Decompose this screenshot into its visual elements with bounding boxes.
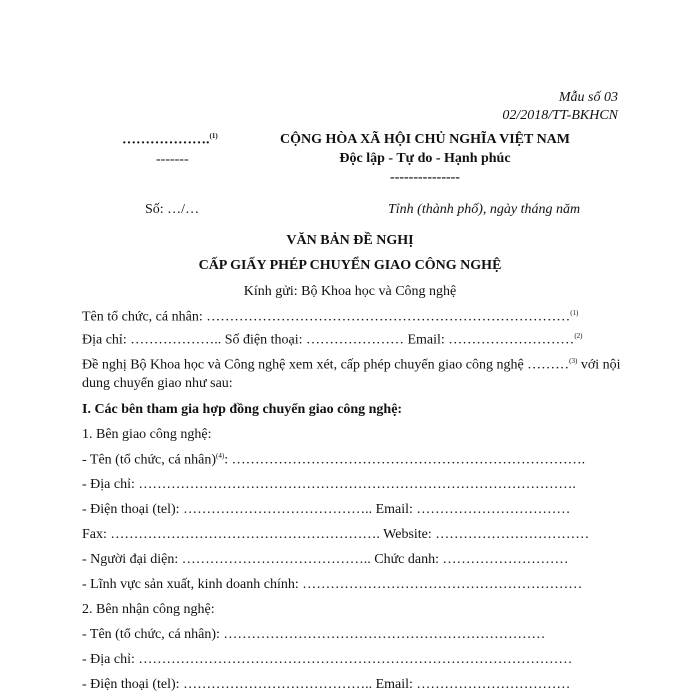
organization-footnote: (1) bbox=[209, 132, 218, 140]
applicant-name-text: Tên tổ chức, cá nhân: …………………………………………………………………… bbox=[82, 309, 571, 325]
transferor-name-label: - Tên (tổ chức, cá nhân) bbox=[82, 452, 217, 468]
request-text-tail: với nội bbox=[577, 357, 621, 373]
form-number: Mẫu số 03 bbox=[558, 90, 618, 105]
organization-line bbox=[122, 132, 218, 149]
request-text: Đề nghị Bộ Khoa học và Công nghệ xem xét, cấp phép chuyển giao công nghệ ……… bbox=[82, 357, 570, 373]
request-footnote: (3) bbox=[569, 357, 578, 365]
title-line-2: CẤP GIẤY PHÉP CHUYỂN GIAO CÔNG NGHỆ bbox=[198, 258, 502, 273]
transferor-heading: 1. Bên giao công nghệ: bbox=[82, 427, 212, 442]
section-1-heading: I. Các bên tham gia hợp đồng chuyển giao công nghệ: bbox=[82, 402, 403, 417]
transferee-heading: 2. Bên nhận công nghệ: bbox=[82, 602, 215, 617]
title-line-1: VĂN BẢN ĐỀ NGHỊ bbox=[286, 233, 414, 248]
transferor-name-dots: : …………………………………………………………………. bbox=[224, 452, 586, 468]
applicant-name-footnote: (1) bbox=[570, 309, 579, 317]
transferor-name-footnote: (4) bbox=[216, 452, 225, 460]
organization-dots: ………………. bbox=[122, 132, 210, 148]
transferor-representative: - Người đại diện: ………………………………….. Chức danh: ……………………… bbox=[82, 552, 569, 567]
document-number: Số: …/… bbox=[145, 202, 200, 217]
transferor-business-field: - Lĩnh vực sản xuất, kinh doanh chính: …………………………………………………… bbox=[82, 577, 583, 592]
national-motto: Độc lập - Tự do - Hạnh phúc bbox=[339, 151, 511, 166]
circular-number: 02/2018/TT-BKHCN bbox=[502, 108, 618, 123]
transferor-address: - Địa chỉ: …………………………………………………………………………………. bbox=[82, 477, 576, 492]
transferor-fax-website: Fax: …………………………………………………. Website: …………………………… bbox=[82, 527, 590, 542]
transferor-name bbox=[82, 452, 585, 469]
country-name: CỘNG HÒA XÃ HỘI CHỦ NGHĨA VIỆT NAM bbox=[279, 132, 570, 147]
transferor-phone-email: - Điện thoại (tel): ………………………………….. Email: …………………………… bbox=[82, 502, 571, 517]
applicant-address bbox=[82, 332, 582, 349]
motto-underline: --------------- bbox=[390, 170, 460, 185]
transferee-phone-email: - Điện thoại (tel): ………………………………….. Email: …………………………… bbox=[82, 677, 571, 692]
organization-underline: ------- bbox=[156, 152, 189, 167]
applicant-name bbox=[82, 309, 578, 326]
transferee-name: - Tên (tổ chức, cá nhân): …………………………………………………………… bbox=[82, 627, 546, 642]
request-line-2: dung chuyển giao như sau: bbox=[82, 376, 233, 391]
applicant-address-footnote: (2) bbox=[574, 332, 583, 340]
request-line-1 bbox=[82, 357, 621, 374]
applicant-address-text: Địa chỉ: ……………….. Số điện thoại: ………………… Email: ……………………… bbox=[82, 332, 575, 348]
place-date: Tỉnh (thành phố), ngày tháng năm bbox=[388, 202, 581, 217]
addressee: Kính gửi: Bộ Khoa học và Công nghệ bbox=[243, 284, 457, 299]
transferee-address: - Địa chỉ: ………………………………………………………………………………… bbox=[82, 652, 573, 667]
